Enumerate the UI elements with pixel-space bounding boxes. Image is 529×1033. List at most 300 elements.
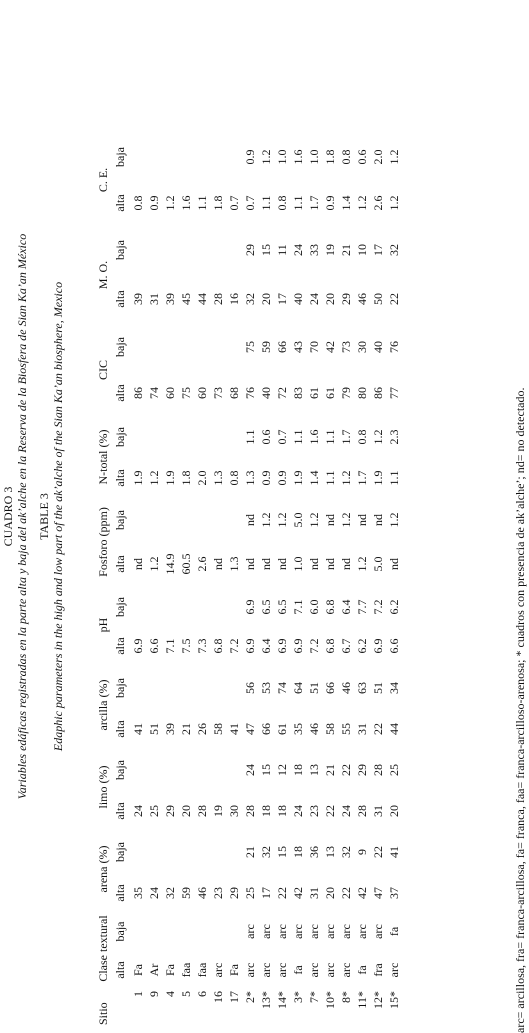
value-cell xyxy=(194,324,210,370)
value-cell: arc xyxy=(323,924,337,939)
value-cell: 23 xyxy=(211,887,225,899)
value-cell: 1.2 xyxy=(387,512,401,528)
value-cell: 22 xyxy=(339,764,353,776)
value-cell: 46 xyxy=(339,682,353,694)
value-cell: Ar xyxy=(147,963,161,977)
value-cell: 31 xyxy=(371,805,385,817)
value-cell xyxy=(128,910,146,953)
value-cell: arc xyxy=(307,962,321,978)
value-cell: nd xyxy=(131,558,145,570)
value-cell: 44 xyxy=(195,293,209,305)
value-cell: 2.0 xyxy=(195,470,209,486)
value-cell xyxy=(146,416,162,458)
sitio-cell: 11* xyxy=(355,991,369,1009)
value-cell: 47 xyxy=(371,887,385,899)
value-cell: 74 xyxy=(147,387,161,399)
value-cell: 20 xyxy=(387,805,401,817)
table-row xyxy=(162,134,178,1025)
value-cell: 1.9 xyxy=(371,470,385,486)
value-cell: 1.6 xyxy=(307,429,321,445)
value-cell xyxy=(226,664,242,712)
value-cell: 40 xyxy=(259,387,273,399)
value-cell: arc xyxy=(339,924,353,939)
value-cell: 1.3 xyxy=(243,470,257,486)
value-cell: 46 xyxy=(307,723,321,735)
value-cell: 0.9 xyxy=(243,149,257,165)
value-cell: arc xyxy=(211,962,225,978)
value-cell: 12 xyxy=(275,764,289,776)
value-cell xyxy=(178,664,194,712)
value-cell: 7.7 xyxy=(355,599,369,615)
value-cell: 32 xyxy=(339,846,353,858)
value-cell: 24 xyxy=(307,293,321,305)
value-cell xyxy=(226,498,242,542)
subheader-baja: baja xyxy=(113,147,127,167)
value-cell: 25 xyxy=(147,805,161,817)
value-cell: arc xyxy=(243,924,257,939)
value-cell: 7.2 xyxy=(307,638,321,654)
value-cell: 22 xyxy=(371,723,385,735)
value-cell xyxy=(146,664,162,712)
value-cell: 17 xyxy=(275,293,289,305)
subheader-alta: alta xyxy=(113,720,127,738)
value-cell xyxy=(146,828,162,876)
value-cell: fa xyxy=(387,926,401,937)
value-cell: 1.2 xyxy=(147,556,161,572)
table-body xyxy=(128,134,402,1025)
value-cell: 74 xyxy=(275,682,289,694)
value-cell: 1.0 xyxy=(291,556,305,572)
value-cell: 1.2 xyxy=(163,195,177,211)
value-cell: 19 xyxy=(211,805,225,817)
value-cell: 72 xyxy=(275,387,289,399)
subheader-baja: baja xyxy=(113,510,127,530)
value-cell: 39 xyxy=(163,293,177,305)
value-cell: 7.5 xyxy=(179,638,193,654)
sitio-cell: 5 xyxy=(179,991,193,997)
value-cell: 1.8 xyxy=(179,470,193,486)
value-cell xyxy=(162,416,178,458)
value-cell: 10 xyxy=(355,244,369,256)
table-row xyxy=(306,134,322,1025)
value-cell: 29 xyxy=(355,764,369,776)
value-cell: 1.9 xyxy=(291,470,305,486)
value-cell: 28 xyxy=(371,764,385,776)
value-cell: 40 xyxy=(371,341,385,353)
value-cell: 6.6 xyxy=(147,638,161,654)
value-cell: 1.0 xyxy=(275,149,289,165)
value-cell: 1.2 xyxy=(387,149,401,165)
value-cell: 1.2 xyxy=(355,556,369,572)
value-cell xyxy=(194,134,210,180)
value-cell: 53 xyxy=(259,682,273,694)
value-cell: 41 xyxy=(131,723,145,735)
subheader-alta: alta xyxy=(113,637,127,655)
value-cell: 18 xyxy=(291,846,305,858)
value-cell: 1.1 xyxy=(291,429,305,445)
sitio-cell: 10* xyxy=(323,991,337,1009)
sitio-cell: 16 xyxy=(211,991,225,1003)
value-cell xyxy=(226,134,242,180)
value-cell: nd xyxy=(371,514,385,526)
value-cell: 22 xyxy=(339,887,353,899)
value-cell: 7.2 xyxy=(227,638,241,654)
value-cell: 1.8 xyxy=(211,195,225,211)
value-cell xyxy=(210,664,226,712)
value-cell: fa xyxy=(355,965,369,975)
value-cell: 36 xyxy=(307,846,321,858)
value-cell xyxy=(146,498,162,542)
value-cell: 28 xyxy=(195,805,209,817)
value-cell: 11 xyxy=(275,244,289,256)
value-cell xyxy=(162,134,178,180)
value-cell: 24 xyxy=(291,805,305,817)
sitio-cell: 17 xyxy=(227,991,241,1003)
value-cell: 6.9 xyxy=(243,638,257,654)
header-n-total: N-total (%) xyxy=(96,429,110,485)
value-cell: 32 xyxy=(259,846,273,858)
value-cell: 24 xyxy=(291,244,305,256)
value-cell xyxy=(162,586,178,628)
value-cell: 28 xyxy=(355,805,369,817)
value-cell xyxy=(194,498,210,542)
value-cell xyxy=(162,828,178,876)
value-cell: 26 xyxy=(195,723,209,735)
value-cell: 1.3 xyxy=(211,470,225,486)
value-cell: 80 xyxy=(355,387,369,399)
sitio-cell: 13* xyxy=(259,991,273,1009)
value-cell xyxy=(128,134,146,180)
value-cell xyxy=(194,586,210,628)
value-cell: 51 xyxy=(307,682,321,694)
value-cell: 58 xyxy=(211,723,225,735)
value-cell: nd xyxy=(243,514,257,526)
value-cell: nd xyxy=(387,558,401,570)
table-footnote: arc= arcillosa, fra= franca-arcillosa, fa= franca, faa= franca-arcilloso-arenosa; * cuadros con presencia de ak’alche’; nd= no detectado. xyxy=(513,387,527,1033)
value-cell xyxy=(162,498,178,542)
value-cell: 73 xyxy=(339,341,353,353)
value-cell: 30 xyxy=(355,341,369,353)
subheader-baja: baja xyxy=(113,337,127,357)
value-cell: nd xyxy=(323,514,337,526)
value-cell: 0.7 xyxy=(275,429,289,445)
sitio-cell: 3* xyxy=(291,991,305,1003)
value-cell: 35 xyxy=(131,887,145,899)
table-row xyxy=(274,134,290,1025)
header-clase-textural: Clase textural xyxy=(96,915,110,982)
value-cell: nd xyxy=(211,558,225,570)
value-cell xyxy=(178,416,194,458)
value-cell: arc xyxy=(243,962,257,978)
value-cell xyxy=(210,226,226,274)
value-cell: 37 xyxy=(387,887,401,899)
value-cell: 13 xyxy=(307,764,321,776)
value-cell: arc xyxy=(259,924,273,939)
value-cell: 5.0 xyxy=(291,512,305,528)
value-cell: 0.9 xyxy=(259,470,273,486)
value-cell: 1.6 xyxy=(179,195,193,211)
value-cell xyxy=(210,746,226,794)
value-cell: 18 xyxy=(259,805,273,817)
subheader-alta: alta xyxy=(113,555,127,573)
value-cell: 24 xyxy=(147,887,161,899)
value-cell: 0.8 xyxy=(275,195,289,211)
value-cell: 24 xyxy=(339,805,353,817)
value-cell: 51 xyxy=(371,682,385,694)
value-cell: nd xyxy=(355,514,369,526)
value-cell: 0.6 xyxy=(355,149,369,165)
value-cell: 86 xyxy=(371,387,385,399)
value-cell: 6.8 xyxy=(323,599,337,615)
value-cell: nd xyxy=(339,558,353,570)
header-limo: limo (%) xyxy=(96,765,110,809)
subheader-alta: alta xyxy=(113,802,127,820)
value-cell xyxy=(210,134,226,180)
value-cell: 2.6 xyxy=(371,195,385,211)
value-cell: 1.1 xyxy=(387,470,401,486)
value-cell xyxy=(146,226,162,274)
value-cell: 2.3 xyxy=(387,429,401,445)
value-cell xyxy=(194,416,210,458)
value-cell: 0.6 xyxy=(259,429,273,445)
value-cell xyxy=(178,324,194,370)
value-cell: arc xyxy=(275,962,289,978)
value-cell xyxy=(178,586,194,628)
header-arena: arena (%) xyxy=(96,845,110,893)
value-cell xyxy=(162,746,178,794)
value-cell xyxy=(194,746,210,794)
sitio-cell: 7* xyxy=(307,991,321,1003)
value-cell: 73 xyxy=(211,387,225,399)
value-cell: 50 xyxy=(371,293,385,305)
value-cell: 46 xyxy=(195,887,209,899)
value-cell xyxy=(178,910,194,953)
value-cell: faa xyxy=(195,962,209,978)
sitio-cell: 2* xyxy=(243,991,257,1003)
value-cell: 66 xyxy=(259,723,273,735)
value-cell: 6.7 xyxy=(339,638,353,654)
value-cell: Fa xyxy=(163,964,177,976)
value-cell xyxy=(226,746,242,794)
header-cic: CIC xyxy=(96,360,110,381)
value-cell: 6.0 xyxy=(307,599,321,615)
value-cell xyxy=(146,910,162,953)
value-cell: 17 xyxy=(371,244,385,256)
value-cell: 22 xyxy=(371,846,385,858)
value-cell: 68 xyxy=(227,387,241,399)
value-cell: 6.5 xyxy=(275,599,289,615)
value-cell: 1.1 xyxy=(323,429,337,445)
header-arcilla: arcilla (%) xyxy=(96,679,110,731)
table-subtitle-en: Edaphic parameters in the high and low part of the ak’alche of the Sian Ka’an biosphere, Mexico xyxy=(51,281,65,752)
value-cell: 20 xyxy=(259,293,273,305)
value-cell: 61 xyxy=(275,723,289,735)
value-cell: 21 xyxy=(323,764,337,776)
value-cell xyxy=(146,586,162,628)
value-cell: 1.4 xyxy=(339,195,353,211)
value-cell: 41 xyxy=(227,723,241,735)
value-cell: 60 xyxy=(195,387,209,399)
table-row xyxy=(290,134,306,1025)
value-cell: 0.9 xyxy=(323,195,337,211)
value-cell: 17 xyxy=(259,887,273,899)
value-cell xyxy=(128,664,146,712)
subheader-row xyxy=(112,134,128,1025)
value-cell xyxy=(128,226,146,274)
table-subtitle-es: Variables edáficas registradas en la parte alta y baja del ak’alche en la Reserva de la Biosfera de Sian Ka’an México xyxy=(15,233,29,800)
value-cell: 60.5 xyxy=(179,553,193,575)
value-cell: 83 xyxy=(291,387,305,399)
value-cell xyxy=(178,498,194,542)
subheader-alta: alta xyxy=(113,194,127,212)
value-cell: fa xyxy=(291,965,305,975)
subheader-alta: alta xyxy=(113,384,127,402)
value-cell xyxy=(210,416,226,458)
subheader-baja: baja xyxy=(113,427,127,447)
value-cell: 33 xyxy=(307,244,321,256)
value-cell: 1.7 xyxy=(355,470,369,486)
value-cell: 1.3 xyxy=(227,556,241,572)
subheader-baja: baja xyxy=(113,597,127,617)
value-cell: 6.2 xyxy=(355,638,369,654)
value-cell: nd xyxy=(275,558,289,570)
value-cell: 1.7 xyxy=(307,195,321,211)
table-row xyxy=(322,134,338,1025)
value-cell: 44 xyxy=(387,723,401,735)
value-cell: 1.1 xyxy=(195,195,209,211)
value-cell: 1.9 xyxy=(163,470,177,486)
value-cell: arc xyxy=(355,924,369,939)
subheader-baja: baja xyxy=(113,678,127,698)
value-cell: 76 xyxy=(243,387,257,399)
group-header-row xyxy=(94,134,112,1025)
value-cell: 1.2 xyxy=(275,512,289,528)
value-cell: 15 xyxy=(259,244,273,256)
value-cell xyxy=(128,746,146,794)
value-cell: 39 xyxy=(163,723,177,735)
table-row xyxy=(178,134,194,1025)
value-cell: 66 xyxy=(323,682,337,694)
sitio-cell: 9 xyxy=(147,991,161,997)
value-cell: 21 xyxy=(339,244,353,256)
subheader-alta: alta xyxy=(113,469,127,487)
value-cell: 6.8 xyxy=(323,638,337,654)
value-cell: 29 xyxy=(163,805,177,817)
value-cell: 13 xyxy=(323,846,337,858)
value-cell: 42 xyxy=(323,341,337,353)
value-cell: 6.4 xyxy=(259,638,273,654)
value-cell: 41 xyxy=(387,846,401,858)
value-cell xyxy=(128,828,146,876)
value-cell: 1.2 xyxy=(339,470,353,486)
value-cell xyxy=(210,498,226,542)
table-row xyxy=(146,134,162,1025)
value-cell: 5.0 xyxy=(371,556,385,572)
value-cell: 43 xyxy=(291,341,305,353)
value-cell: 21 xyxy=(243,846,257,858)
value-cell: nd xyxy=(259,558,273,570)
value-cell: 1.9 xyxy=(131,470,145,486)
table-row xyxy=(194,134,210,1025)
value-cell xyxy=(146,134,162,180)
value-cell: 31 xyxy=(355,723,369,735)
value-cell: 15 xyxy=(275,846,289,858)
value-cell: 31 xyxy=(307,887,321,899)
value-cell: 32 xyxy=(387,244,401,256)
value-cell: 1.8 xyxy=(323,149,337,165)
value-cell: 60 xyxy=(163,387,177,399)
value-cell xyxy=(194,226,210,274)
value-cell: 1.2 xyxy=(371,429,385,445)
value-cell: nd xyxy=(307,558,321,570)
value-cell: 61 xyxy=(307,387,321,399)
subheader-alta: alta xyxy=(113,884,127,902)
value-cell: 14.9 xyxy=(163,553,177,575)
value-cell: 32 xyxy=(163,887,177,899)
value-cell: nd xyxy=(243,558,257,570)
subheader-baja: baja xyxy=(113,240,127,260)
value-cell: 42 xyxy=(355,887,369,899)
header-sitio: Sitio xyxy=(96,1002,110,1025)
value-cell: 24 xyxy=(131,805,145,817)
value-cell xyxy=(146,324,162,370)
value-cell xyxy=(162,910,178,953)
value-cell: 75 xyxy=(243,341,257,353)
table-row xyxy=(128,134,146,1025)
value-cell: arc xyxy=(291,924,305,939)
value-cell: 1.2 xyxy=(387,195,401,211)
subheader-alta: alta xyxy=(113,290,127,308)
value-cell xyxy=(210,324,226,370)
value-cell: 1.7 xyxy=(339,429,353,445)
value-cell: 6.2 xyxy=(387,599,401,615)
value-cell: 1.1 xyxy=(259,195,273,211)
subheader-baja: baja xyxy=(113,842,127,862)
value-cell: 45 xyxy=(179,293,193,305)
value-cell: 0.7 xyxy=(227,195,241,211)
value-cell: 64 xyxy=(291,682,305,694)
table-row xyxy=(370,134,386,1025)
value-cell: 24 xyxy=(243,764,257,776)
value-cell: 63 xyxy=(355,682,369,694)
value-cell: 0.8 xyxy=(355,429,369,445)
header-ph: pH xyxy=(96,617,110,633)
table-row xyxy=(354,134,370,1025)
value-cell xyxy=(226,324,242,370)
value-cell: 1.2 xyxy=(259,512,273,528)
subheader-alta: alta xyxy=(113,961,127,979)
table-row xyxy=(226,134,242,1025)
value-cell: 30 xyxy=(227,805,241,817)
value-cell: 0.9 xyxy=(147,195,161,211)
value-cell xyxy=(226,586,242,628)
value-cell xyxy=(210,586,226,628)
value-cell xyxy=(162,226,178,274)
value-cell: 7.2 xyxy=(371,599,385,615)
value-cell: 22 xyxy=(387,293,401,305)
value-cell xyxy=(146,746,162,794)
value-cell: 75 xyxy=(179,387,193,399)
value-cell: arc xyxy=(307,924,321,939)
value-cell: arc xyxy=(339,962,353,978)
value-cell xyxy=(178,828,194,876)
value-cell: 0.7 xyxy=(243,195,257,211)
table-row xyxy=(386,134,402,1025)
value-cell: Fa xyxy=(227,964,241,976)
value-cell: arc xyxy=(323,962,337,978)
value-cell: 47 xyxy=(243,723,257,735)
value-cell: 70 xyxy=(307,341,321,353)
